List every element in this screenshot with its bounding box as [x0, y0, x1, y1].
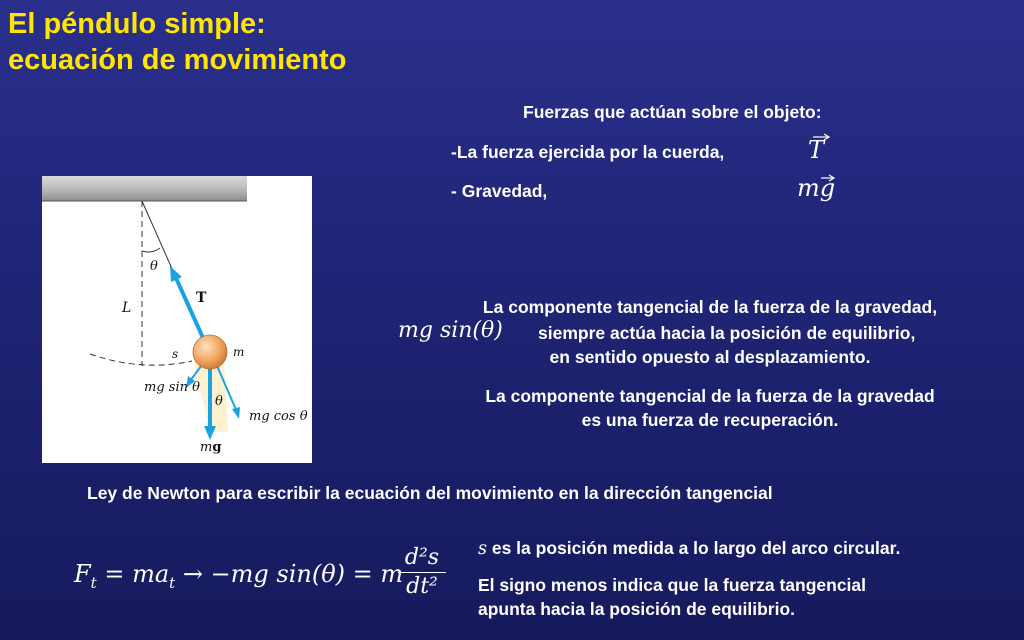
length-label: L	[122, 300, 132, 316]
gravity-vector-symbol	[797, 174, 835, 202]
force-symbol: F	[74, 560, 91, 588]
vector-arrow-icon	[819, 172, 837, 184]
force-subscript: t	[90, 573, 97, 592]
equation-part-1: = ma	[104, 560, 170, 588]
dash: -	[451, 142, 457, 162]
tension-label: T	[196, 290, 207, 306]
s-definition	[478, 537, 900, 560]
restoring-line-2: es una fuerza de recuperación.	[581, 410, 839, 430]
title-line-2: ecuación de movimiento	[8, 44, 347, 76]
tangential-line-3: en sentido opuesto al desplazamiento.	[549, 347, 871, 367]
g-symbol: g	[819, 174, 836, 202]
acceleration-subscript: t	[169, 573, 176, 592]
force-tension-text: La fuerza ejercida por la cuerda,	[456, 142, 725, 162]
tangential-line-1: La componente tangencial de la fuerza de la gravedad,	[482, 297, 938, 317]
forces-heading: Fuerzas que actúan sobre el objeto:	[523, 102, 822, 122]
mg-cos-theta-label: mg cos θ	[249, 409, 308, 424]
sign-note-line-1: El signo menos indica que la fuerza tangencial	[478, 575, 867, 595]
fraction-numerator: d²s	[404, 545, 440, 570]
s-symbol: s	[478, 539, 487, 559]
pendulum-diagram	[42, 176, 312, 463]
weight-label: mg	[200, 440, 222, 455]
title-line-1: El péndulo simple:	[8, 8, 266, 40]
arc-s-label: s	[172, 347, 179, 361]
restoring-line-1: La componente tangencial de la fuerza de la gravedad	[485, 386, 935, 406]
sign-note-line-2: apunta hacia la posición de equilibrio.	[478, 599, 795, 619]
mass-symbol: m	[797, 174, 820, 202]
pendulum-svg	[42, 176, 312, 463]
slide-title	[8, 6, 346, 78]
fraction	[398, 546, 446, 599]
theta-arc	[142, 248, 160, 252]
dash: -	[451, 181, 457, 201]
fraction-bar	[398, 572, 446, 573]
pendulum-bob	[193, 335, 227, 369]
equation-part-2: −mg sin(θ) = m	[210, 560, 404, 588]
force-tension-item	[451, 141, 724, 163]
theta-top-label: θ	[150, 259, 158, 274]
mg-sin-theta-label: mg sin θ	[144, 380, 200, 395]
motion-equation	[74, 560, 403, 592]
tangential-formula: mg sin(θ)	[398, 318, 503, 343]
s-definition-text: es la posición medida a lo largo del arco circular.	[491, 538, 901, 558]
mass-label: m	[233, 345, 245, 359]
ceiling	[42, 176, 247, 201]
tension-vector-symbol	[808, 132, 825, 164]
fraction-denominator: dt²	[406, 574, 438, 599]
arrow-icon: →	[182, 560, 203, 588]
force-gravity-text: Gravedad,	[461, 181, 548, 201]
theta-lower-label: θ	[215, 394, 223, 409]
newton-law-text: Ley de Newton para escribir la ecuación del movimiento en la dirección tangencial	[87, 483, 773, 503]
tension-symbol: T	[808, 136, 825, 164]
tangential-line-2: siempre actúa hacia la posición de equilibrio,	[538, 323, 916, 343]
force-gravity-item	[451, 180, 547, 202]
